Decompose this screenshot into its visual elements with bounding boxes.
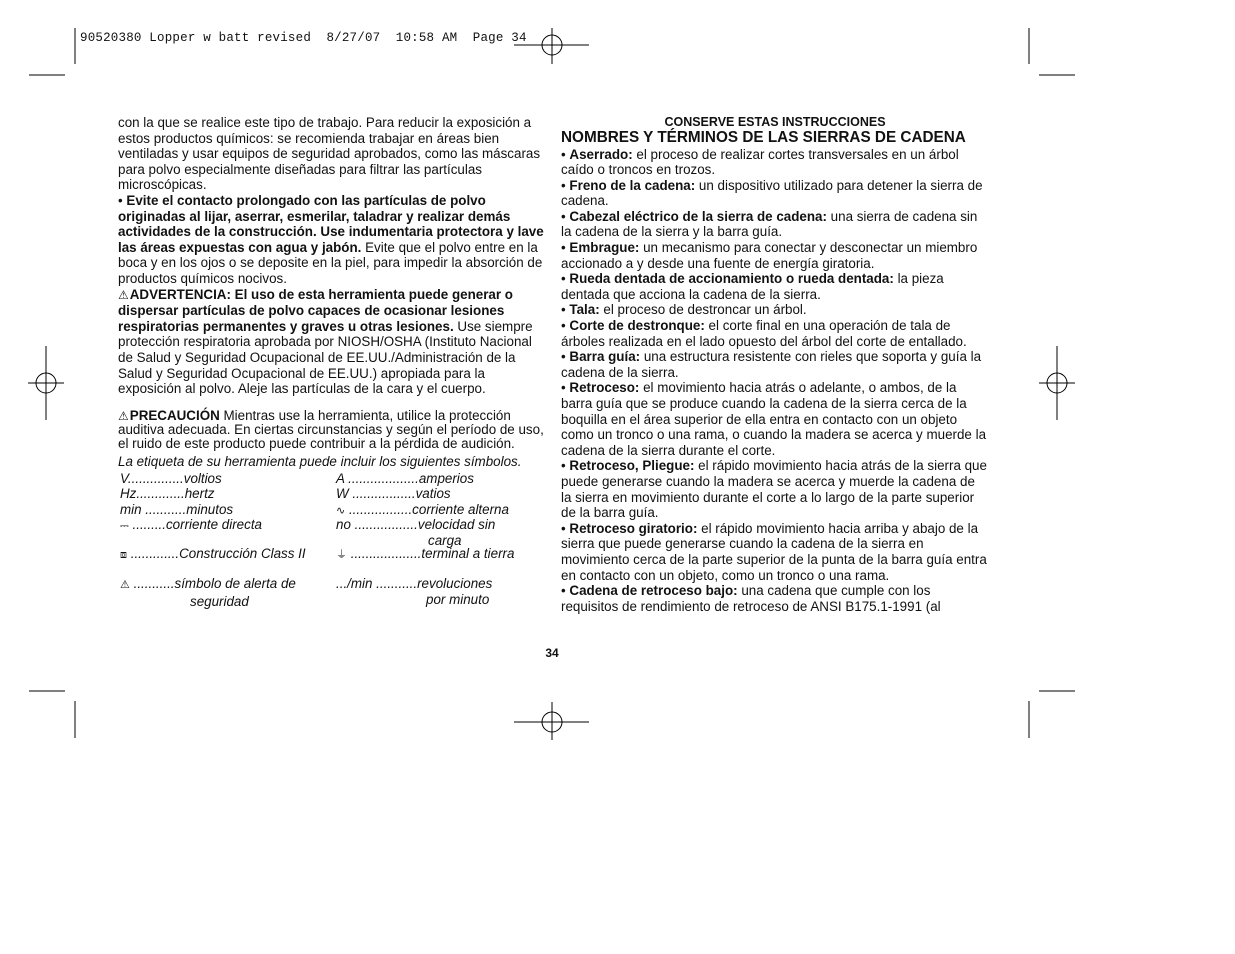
term-definition: el rápido movimiento hacia atrás de la sierra que puede generarse cuando la madera se acerca y muerde la cadena de la sierra en movimiento durante el corte a lo largo de la parte superior de la barra guía.	[561, 458, 987, 521]
safety-alert-icon: ⚠	[120, 578, 130, 591]
earth-ground-icon: ⏚	[336, 548, 347, 561]
symbols-table	[118, 471, 546, 609]
term-name: Tala:	[569, 302, 600, 318]
section-heading: NOMBRES Y TÉRMINOS DE LAS SIERRAS DE CADENA	[561, 129, 966, 146]
term-name: Rueda dentada de accionamiento o rueda dentada:	[569, 271, 894, 287]
term-definition: el corte final en una operación de tala de árboles realizada en el lado opuesto del árbol del corte de entallado.	[561, 318, 967, 349]
term-item	[561, 178, 989, 209]
symbol-safety-alert: ⚠ ...........símbolo de alerta de seguridad	[120, 575, 296, 609]
symbol-row	[118, 471, 546, 486]
term-definition: el rápido movimiento hacia arriba y abajo de la sierra que puede generarse cuando la cadena de la sierra en movimiento cerca de la parte superior de la punta de la barra guía entra en contacto con un objeto, como un tronco o una rama.	[561, 520, 987, 583]
warning-icon: ⚠	[118, 408, 129, 423]
paragraph-warning	[118, 287, 546, 397]
term-name: Corte de destronque:	[569, 318, 705, 334]
registration-mark-top	[514, 28, 589, 64]
caution-bold: PRECAUCIÓN	[129, 407, 220, 423]
term-definition: un mecanismo para conectar y desconectar un miembro accionado a y desde una fuente de energía giratoria.	[561, 240, 978, 271]
symbol-hertz: Hz.............hertz	[120, 486, 215, 502]
symbol-row	[118, 502, 546, 517]
term-name: Retroceso giratorio:	[569, 520, 698, 536]
term-name: Embrague:	[569, 240, 640, 256]
printer-slug: 90520380 Lopper w batt revised 8/27/07 10:58 AM Page 34	[80, 31, 527, 45]
term-item	[561, 147, 989, 178]
symbol-direct-current: ⎓ .........corriente directa	[120, 516, 262, 532]
registration-mark-right	[1039, 346, 1075, 420]
symbol-row	[118, 546, 546, 576]
symbol-amperes: A ...................amperios	[336, 471, 474, 487]
term-name: Retroceso:	[569, 380, 640, 396]
term-name: Aserrado:	[569, 146, 633, 162]
registration-mark-bottom	[514, 702, 589, 740]
symbol-row	[118, 517, 546, 546]
symbol-alternating-current: ∿ .................corriente alterna	[336, 501, 509, 517]
class-ii-construction-icon: ⧈	[120, 548, 127, 561]
caution-rest: Mientras use la herramienta, utilice la protección auditiva adecuada. En ciertas circunstancias y según el período de uso, el ruido de este producto puede contribuir a la pérdida de audición.	[118, 407, 544, 451]
term-definition: una cadena que cumple con los requisitos de rendimiento de retroceso de ANSI B175.1-1991 (al	[561, 583, 941, 614]
symbol-volts: V...............voltios	[120, 471, 222, 487]
direct-current-icon: ⎓	[120, 519, 129, 532]
term-name: Retroceso, Pliegue:	[569, 458, 695, 474]
term-item	[561, 458, 989, 520]
term-item	[561, 349, 989, 380]
term-item	[561, 209, 989, 240]
symbol-watts: W .................vatios	[336, 486, 451, 502]
term-item	[561, 302, 989, 318]
term-definition: una sierra de cadena sin la cadena de la sierra y la barra guía.	[561, 208, 978, 240]
page-number: 34	[545, 646, 559, 660]
term-item	[561, 318, 989, 349]
term-definition: el proceso de realizar cortes transversales en un árbol caído o troncos en trozos.	[561, 146, 959, 178]
symbol-minutes: min ...........minutos	[120, 501, 234, 517]
paragraph-caution	[118, 409, 546, 451]
right-column	[561, 115, 989, 614]
terms-list	[561, 147, 989, 615]
term-definition: el proceso de destroncar un árbol.	[599, 302, 807, 318]
term-item	[561, 521, 989, 583]
term-item	[561, 583, 989, 614]
term-name: Cabezal eléctrico de la sierra de cadena:	[569, 208, 827, 224]
term-item	[561, 271, 989, 302]
term-definition: un dispositivo utilizado para detener la sierra de cadena.	[561, 177, 983, 209]
warning-bold: ADVERTENCIA: El uso de esta herramienta puede generar o dispersar partículas de polvo capaces de ocasionar lesiones respiratorias permanentes y graves u otras lesiones.	[118, 286, 513, 334]
registration-mark-left	[28, 346, 64, 420]
save-instructions-heading: CONSERVE ESTAS INSTRUCCIONES	[664, 115, 886, 129]
symbol-row	[118, 575, 546, 609]
left-column	[118, 115, 546, 609]
symbol-earth-terminal: ⏚ ...................terminal a tierra	[336, 545, 515, 561]
term-definition: el movimiento hacia atrás o adelante, o ambos, de la barra guía que se produce cuando la cadena de la sierra cerca de la boquilla en el área superior de ella entra en contacto con un objeto como un tronco o una rama, o cuando la madera se acerca y muerde la cadena de la sierra durante el corte.	[561, 380, 987, 458]
avoid-dust-bold: Evite el contacto prolongado con las partículas de polvo originadas al lijar, aserrar, esmerilar, taladrar y realizar demás actividades de la construcción. Use indumentaria protectora y lave las áreas expuestas con agua y jabón.	[118, 192, 544, 255]
paragraph-chemical-exposure: con la que se realice este tipo de trabajo. Para reducir la exposición a estos productos químicos: se recomienda trabajar en áreas bien ventiladas y usar equipos de seguridad aprobados, como las máscaras para polvo especialmente diseñadas para filtrar las partículas microscópicas.	[118, 115, 541, 193]
term-item	[561, 380, 989, 458]
term-definition: la pieza dentada que acciona la cadena de la sierra.	[561, 271, 944, 302]
symbol-no-load-speed: no .................velocidad sin carga	[336, 516, 496, 548]
alternating-current-icon: ∿	[336, 504, 346, 517]
symbol-class-ii: ⧈ .............Construcción Class II	[120, 545, 306, 561]
no-load-speed-icon: no	[336, 516, 351, 532]
symbol-row	[118, 486, 546, 501]
term-name: Freno de la cadena:	[569, 177, 696, 193]
paragraph-avoid-dust	[118, 193, 546, 287]
term-definition: una estructura resistente con rieles que soporta y guía la cadena de la sierra.	[561, 349, 982, 380]
term-name: Cadena de retroceso bajo:	[569, 583, 738, 599]
avoid-dust-rest: Evite que el polvo entre en la boca y en los ojos o se deposite en la piel, para impedir la absorción de productos químicos nocivos.	[118, 239, 543, 286]
warning-icon: ⚠	[118, 287, 129, 302]
term-item	[561, 240, 989, 271]
symbol-rpm: .../min ...........revoluciones por minuto	[336, 575, 493, 607]
warning-rest: Use siempre protección respiratoria aprobada por NIOSH/OSHA (Instituto Nacional de Salud y Seguridad Ocupacional de EE.UU./Administración de la Salud y Seguridad Ocupacional de EE.UU.) apropiada para la exposición al polvo. Aleje las partículas de la cara y el cuerpo.	[118, 318, 533, 397]
symbols-intro: La etiqueta de su herramienta puede incluir los siguientes símbolos.	[118, 454, 522, 470]
term-name: Barra guía:	[569, 349, 641, 365]
